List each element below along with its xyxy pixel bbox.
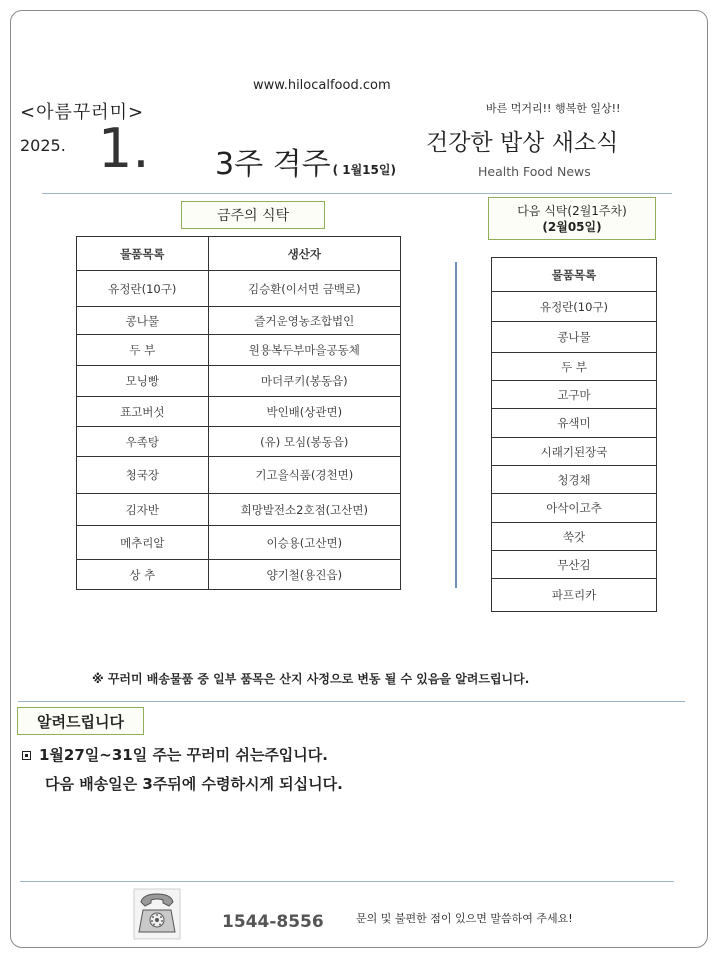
item-cell: 두 부 (492, 353, 657, 381)
issue-year: 2025. (20, 136, 66, 155)
column-divider (455, 262, 457, 588)
table-row (77, 271, 401, 307)
table-row (77, 457, 401, 494)
item-cell: 두 부 (77, 335, 209, 366)
table-row (492, 494, 657, 523)
item-cell: 파프리카 (492, 579, 657, 612)
producer-cell: 기고을식품(경천면) (208, 457, 400, 494)
item-cell: 청경채 (492, 466, 657, 494)
table-row (492, 353, 657, 381)
table-row (492, 292, 657, 322)
issue-date: ( 1월15일) (332, 163, 396, 177)
table-header-row (77, 237, 401, 271)
table-row (77, 397, 401, 427)
next-week-date: (2월05일) (542, 219, 602, 234)
issue-title (215, 147, 396, 182)
table-row (492, 381, 657, 409)
table-row (77, 427, 401, 457)
producer-cell: 희망발전소2호점(고산면) (208, 494, 400, 526)
item-cell: 유정란(10구) (492, 292, 657, 322)
item-cell: 상 추 (77, 560, 209, 590)
issue-month: 1. (98, 117, 150, 180)
header-divider (42, 193, 672, 194)
footer-divider (20, 881, 674, 882)
item-cell: 콩나물 (492, 322, 657, 353)
column-header: 물품목록 (492, 258, 657, 292)
next-week-table (491, 257, 657, 612)
table-row (492, 322, 657, 353)
table-row (77, 494, 401, 526)
item-cell: 청국장 (77, 457, 209, 494)
next-week-title-box (488, 197, 656, 240)
table-row (77, 560, 401, 590)
item-cell: 메추리알 (77, 526, 209, 560)
column-header: 생산자 (208, 237, 400, 271)
notice-divider (18, 701, 685, 702)
this-week-table (76, 236, 401, 590)
square-bullet-icon (22, 751, 31, 760)
table-row (492, 466, 657, 494)
producer-cell: 김승환(이서면 금백로) (208, 271, 400, 307)
announcement-line-1 (22, 744, 328, 765)
table-row (492, 523, 657, 551)
item-cell: 우족탕 (77, 427, 209, 457)
next-week-title: 다음 식탁(2월1주차) (517, 203, 627, 218)
announcement-line-2: 다음 배송일은 3주뒤에 수령하시게 되십니다. (45, 775, 343, 793)
item-cell: 쑥갓 (492, 523, 657, 551)
footer-message: 문의 및 불편한 점이 있으면 말씀하여 주세요! (356, 912, 573, 925)
item-cell: 시래기된장국 (492, 438, 657, 466)
producer-cell: 원용복두부마을공동체 (208, 335, 400, 366)
producer-cell: 양기철(용진읍) (208, 560, 400, 590)
item-cell: 모닝빵 (77, 366, 209, 397)
table-row (77, 335, 401, 366)
table-row (77, 307, 401, 335)
substitution-notice: ※ 꾸러미 배송물품 중 일부 품목은 산지 사정으로 변동 될 수 있음을 알려드립니다. (92, 672, 530, 686)
table-row (77, 366, 401, 397)
brand-name: <아름꾸러미> (20, 102, 145, 123)
table-row (492, 579, 657, 612)
table-row (77, 526, 401, 560)
item-cell: 유색미 (492, 409, 657, 438)
announcement-text-1: 1월27일~31일 주는 꾸러미 쉬는주입니다. (39, 746, 328, 764)
item-cell: 아삭이고추 (492, 494, 657, 523)
table-header-row (492, 258, 657, 292)
headline: 건강한 밥상 새소식 (426, 130, 619, 156)
item-cell: 유정란(10구) (77, 271, 209, 307)
item-cell: 콩나물 (77, 307, 209, 335)
item-cell: 무산김 (492, 551, 657, 579)
this-week-title: 금주의 식탁 (181, 201, 325, 229)
telephone-icon (133, 888, 181, 940)
producer-cell: (유) 모심(봉동읍) (208, 427, 400, 457)
column-header: 물품목록 (77, 237, 209, 271)
producer-cell: 즐거운영농조합법인 (208, 307, 400, 335)
table-row (492, 409, 657, 438)
issue-week: 3주 격주 (215, 147, 331, 182)
producer-cell: 박인배(상관면) (208, 397, 400, 427)
item-cell: 김자반 (77, 494, 209, 526)
producer-cell: 마더쿠키(봉동읍) (208, 366, 400, 397)
announcement-title: 알려드립니다 (17, 707, 144, 735)
producer-cell: 이승용(고산면) (208, 526, 400, 560)
phone-number: 1544-8556 (222, 912, 324, 932)
slogan: 바른 먹거리!! 행복한 일상!! (486, 102, 621, 115)
headline-english: Health Food News (478, 164, 591, 179)
website-url: www.hilocalfood.com (253, 78, 391, 93)
item-cell: 고구마 (492, 381, 657, 409)
item-cell: 표고버섯 (77, 397, 209, 427)
table-row (492, 438, 657, 466)
table-row (492, 551, 657, 579)
